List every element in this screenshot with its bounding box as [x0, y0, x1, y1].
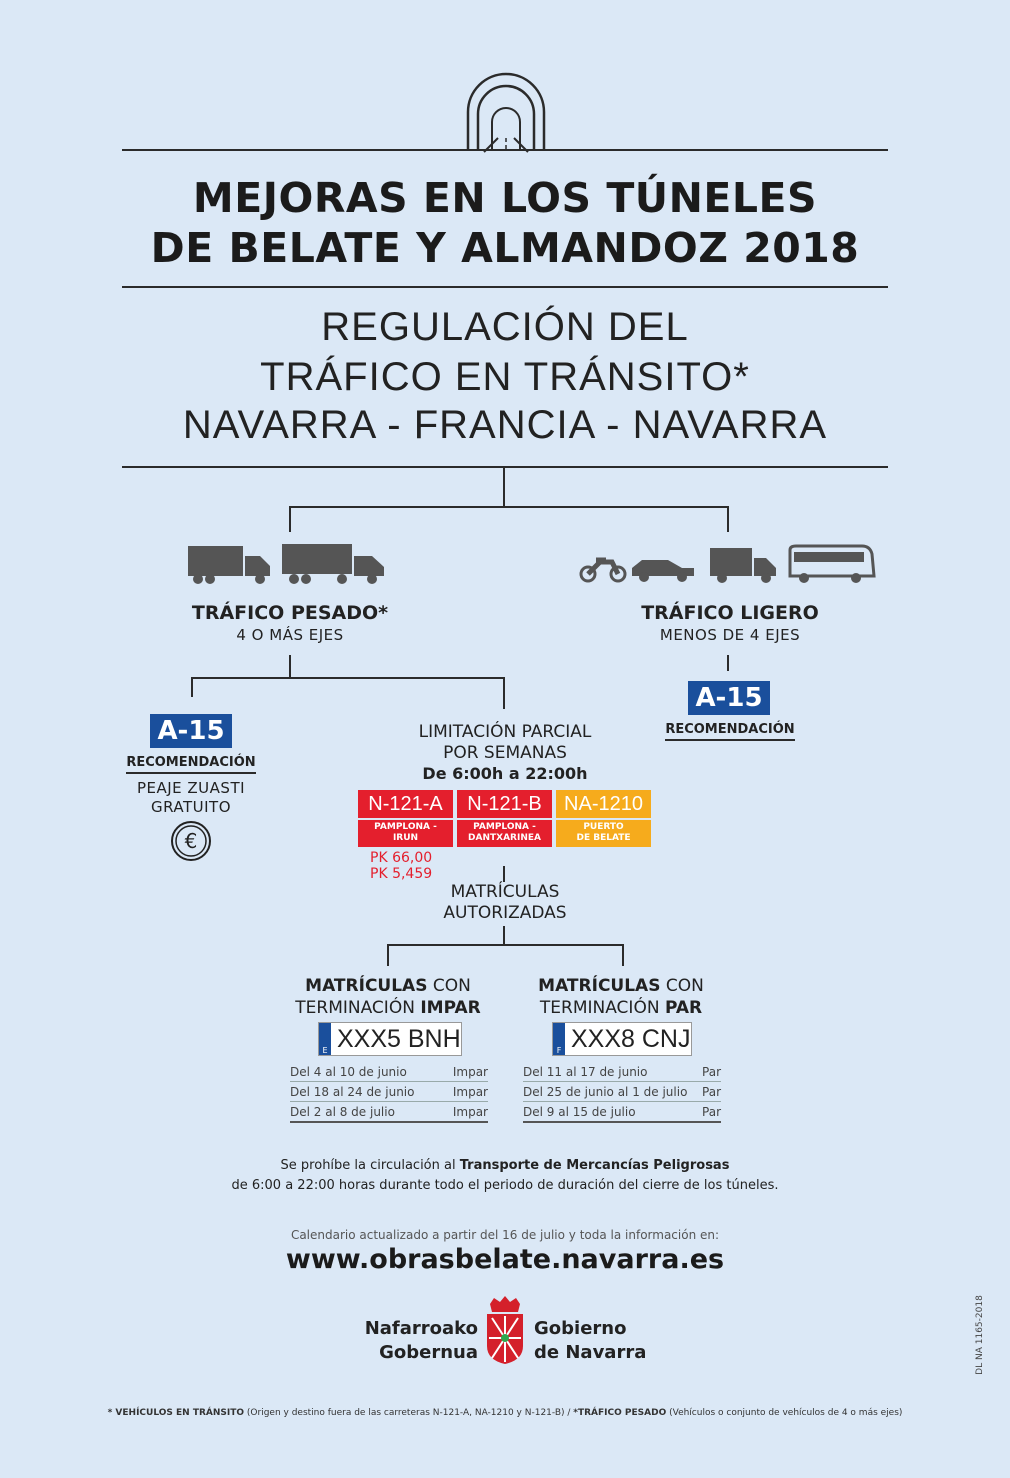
limit-line2: POR SEMANAS	[443, 743, 567, 763]
limit-line1: LIMITACIÓN PARCIAL	[418, 722, 592, 742]
heavy-traffic-subtitle: 4 O MÁS EJES	[236, 626, 344, 644]
road-n121a-desc-line2: IRUN	[392, 833, 419, 843]
eu-flag-icon	[319, 1023, 331, 1055]
hazmat-notice-line2: de 6:00 a 22:00 horas durante todo el periodo de duración del cierre de los túneles.	[231, 1178, 779, 1193]
toll-note-line1: PEAJE ZUASTI	[136, 779, 246, 797]
row-type: Par	[702, 1065, 721, 1079]
hazmat-notice-line1	[0, 1158, 1010, 1173]
plates-title-line2: AUTORIZADAS	[443, 903, 567, 923]
calendar-info: Calendario actualizado a partir del 16 de julio y toda la información en:	[290, 1228, 720, 1242]
odd-calendar	[290, 1062, 488, 1123]
logo-basque-line1: Nafarroako	[364, 1318, 478, 1339]
logo-spanish-line1: Gobierno	[534, 1318, 627, 1339]
title-rule	[122, 286, 888, 288]
euro-icon	[170, 820, 212, 862]
even-heading-rest: CON	[660, 976, 704, 996]
plates-trunk	[503, 926, 505, 946]
heavy-left-drop	[191, 677, 193, 697]
odd-heading-parity: IMPAR	[420, 998, 481, 1018]
tree-left-drop	[289, 506, 291, 532]
footnote-transit-label: * VEHÍCULOS EN TRÁNSITO	[107, 1408, 245, 1418]
footnote-heavy-text: (Vehículos o conjunto de vehículos de 4 o más ejes)	[666, 1408, 903, 1418]
tree-trunk	[503, 468, 505, 508]
row-type: Impar	[452, 1085, 488, 1099]
row-dates: Del 9 al 15 de julio	[523, 1105, 636, 1119]
heavy-traffic-title: TRÁFICO PESADO*	[191, 602, 389, 624]
odd-plate-country: E	[322, 1046, 328, 1055]
hazmat-notice-text: Se prohíbe la circulación al	[280, 1158, 460, 1173]
row-dates: Del 11 al 17 de junio	[523, 1065, 648, 1079]
even-plate	[552, 1022, 692, 1056]
heavy-recommendation: RECOMENDACIÓN	[126, 755, 256, 774]
road-n121a: N-121-A	[358, 790, 453, 818]
subtitle-line1: REGULACIÓN DEL	[321, 305, 689, 349]
pk-line1: PK 66,00	[370, 850, 433, 866]
tree-branch	[289, 506, 729, 508]
light-traffic-subtitle: MENOS DE 4 EJES	[659, 626, 801, 644]
toll-note-line2: GRATUITO	[150, 798, 232, 816]
table-row	[290, 1102, 488, 1123]
subtitle-line3: NAVARRA - FRANCIA - NAVARRA	[182, 403, 828, 447]
table-row	[290, 1062, 488, 1082]
navarra-coat-of-arms-icon	[484, 1296, 526, 1366]
odd-heading-bold: MATRÍCULAS	[305, 976, 428, 996]
pk-line2: PK 5,459	[370, 866, 433, 882]
light-recommendation: RECOMENDACIÓN	[665, 722, 795, 741]
road-na1210-desc-line1: PUERTO	[583, 822, 624, 832]
eu-flag-icon	[553, 1023, 565, 1055]
light-drop	[727, 655, 729, 671]
row-dates: Del 2 al 8 de julio	[290, 1105, 395, 1119]
heavy-trunk	[289, 655, 291, 679]
even-heading-term: TERMINACIÓN	[539, 998, 665, 1018]
limit-hours: De 6:00h a 22:00h	[422, 764, 588, 783]
hazmat-notice-bold: Transporte de Mercancías Peligrosas	[459, 1158, 730, 1173]
footnote-heavy-label: *TRÁFICO PESADO	[573, 1408, 667, 1418]
even-heading-line1	[503, 976, 739, 996]
even-plate-number: XXX8 CNJ	[571, 1024, 691, 1053]
plates-connector	[503, 866, 505, 882]
website-link[interactable]: www.obrasbelate.navarra.es	[285, 1244, 725, 1275]
road-n121b-desc-line2: DANTXARINEA	[468, 833, 541, 843]
subtitle-rule	[122, 466, 888, 468]
table-row	[523, 1082, 721, 1102]
light-a15-sign: A-15	[688, 681, 770, 715]
odd-heading-term: TERMINACIÓN	[295, 998, 421, 1018]
road-na1210-desc	[556, 820, 651, 847]
odd-heading-rest: CON	[427, 976, 471, 996]
heavy-right-drop	[503, 677, 505, 709]
odd-heading-line2	[270, 998, 506, 1018]
row-dates: Del 18 al 24 de junio	[290, 1085, 415, 1099]
row-dates: Del 25 de junio al 1 de julio	[523, 1085, 688, 1099]
road-na1210-desc-line2: DE BELATE	[576, 833, 631, 843]
footnote	[0, 1408, 1010, 1418]
row-type: Impar	[452, 1105, 488, 1119]
light-vehicles-icon	[578, 540, 878, 588]
plates-branch	[387, 944, 624, 946]
road-n121a-desc-line1: PAMPLONA -	[374, 822, 437, 832]
odd-plate-number: XXX5 BNH	[337, 1024, 461, 1053]
footnote-transit-text: (Origen y destino fuera de las carreteras N-121-A, NA-1210 y N-121-B) /	[244, 1408, 574, 1418]
row-type: Par	[702, 1085, 721, 1099]
road-n121b: N-121-B	[457, 790, 552, 818]
road-n121b-desc	[457, 820, 552, 847]
even-heading-parity: PAR	[664, 998, 703, 1018]
plates-left-drop	[387, 944, 389, 966]
even-calendar	[523, 1062, 721, 1123]
legal-deposit: DL NA 1165-2018	[975, 1295, 985, 1375]
light-traffic-title: TRÁFICO LIGERO	[641, 602, 819, 624]
heavy-a15-sign: A-15	[150, 714, 232, 748]
table-row	[523, 1102, 721, 1123]
row-type: Par	[702, 1105, 721, 1119]
road-n121b-desc-line1: PAMPLONA -	[473, 822, 536, 832]
row-type: Impar	[452, 1065, 488, 1079]
odd-heading-line1	[270, 976, 506, 996]
logo-basque-line2: Gobernua	[379, 1342, 478, 1363]
plates-right-drop	[622, 944, 624, 966]
even-heading-bold: MATRÍCULAS	[538, 976, 661, 996]
subtitle-line2: TRÁFICO EN TRÁNSITO*	[260, 355, 750, 399]
plates-title-line1: MATRÍCULAS	[450, 882, 560, 902]
svg-text:€: €	[184, 829, 198, 853]
road-na1210: NA-1210	[556, 790, 651, 818]
table-row	[290, 1082, 488, 1102]
tree-right-drop	[727, 506, 729, 532]
heavy-trucks-icon	[184, 540, 399, 588]
table-row	[523, 1062, 721, 1082]
even-heading-line2	[503, 998, 739, 1018]
top-rule	[122, 149, 888, 151]
even-plate-country: F	[556, 1046, 562, 1055]
row-dates: Del 4 al 10 de junio	[290, 1065, 407, 1079]
logo-spanish-line2: de Navarra	[534, 1342, 647, 1363]
heavy-branch	[191, 677, 505, 679]
road-n121a-desc	[358, 820, 453, 847]
page-title-line1: MEJORAS EN LOS TÚNELES	[192, 174, 818, 222]
page-title-line2: DE BELATE Y ALMANDOZ 2018	[150, 224, 860, 272]
odd-plate	[318, 1022, 462, 1056]
